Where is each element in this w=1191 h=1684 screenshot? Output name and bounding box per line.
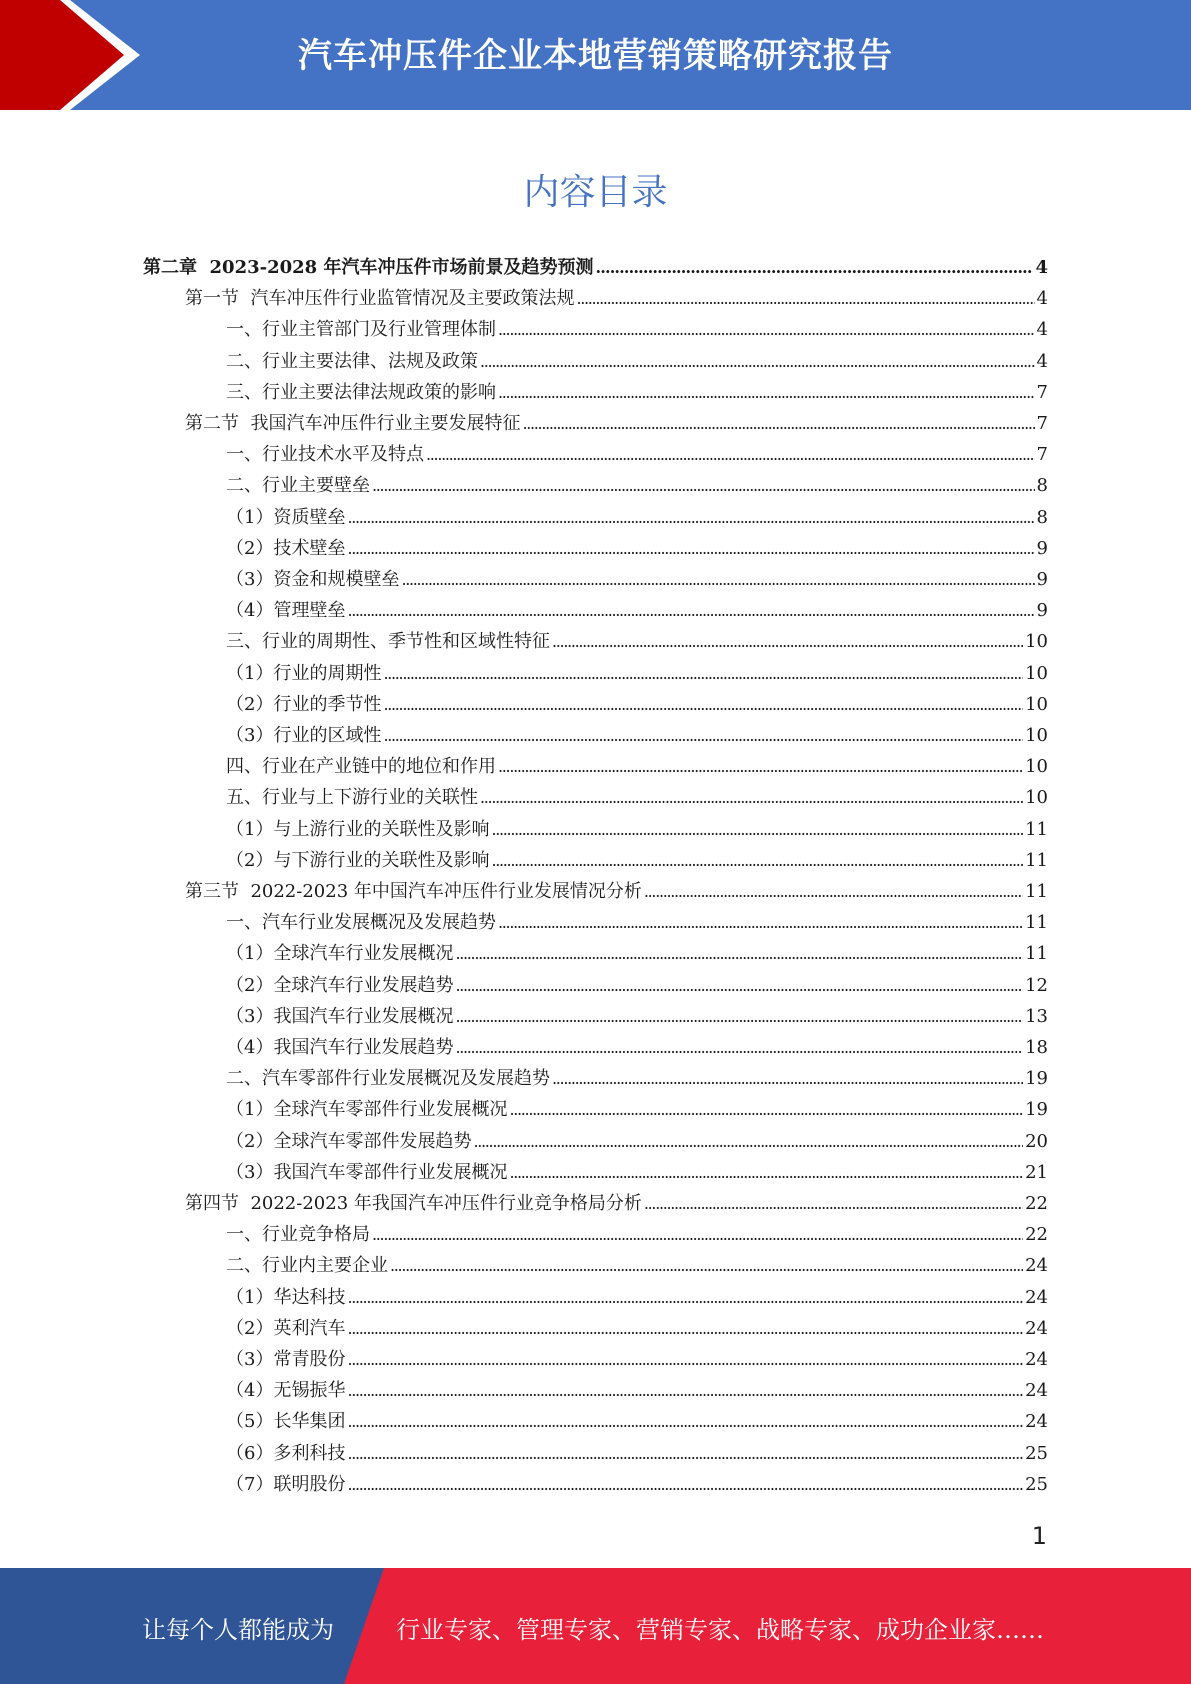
toc-entry-title: （2）与下游行业的关联性及影响 [226,849,490,871]
toc-entry[interactable] [226,1469,1048,1500]
toc-entry[interactable] [226,502,1048,533]
toc-leader-dots [347,1282,1023,1313]
toc-leader-dots [498,751,1023,782]
footer-slogan-right: 行业专家、管理专家、营销专家、战略专家、成功企业家…… [396,1616,1044,1644]
toc-leader-dots [491,814,1023,845]
toc-leader-dots [509,1157,1023,1188]
toc-entry-page: 18 [1025,1037,1048,1058]
toc-leader-dots [372,1219,1023,1250]
toc-entry-title: （1）全球汽车行业发展概况 [226,943,454,965]
toc-entry-title: （7）联明股份 [226,1473,346,1495]
toc-leader-dots [347,595,1034,626]
footer-banner [0,1568,1191,1684]
toc-entry[interactable] [226,595,1048,626]
header-banner [0,0,1191,110]
toc-entry-page: 4 [1036,319,1048,341]
toc-entry-title: 一、汽车行业发展概况及发展趋势 [226,912,496,934]
toc-entry[interactable] [226,439,1048,470]
toc-entry-page: 10 [1025,725,1048,746]
toc-entry[interactable] [226,314,1048,345]
toc-entry-title: （3）我国汽车行业发展概况 [226,1005,454,1027]
toc-entry-title: 三、行业的周期性、季节性和区域性特征 [226,631,550,653]
toc-leader-dots [347,533,1034,564]
toc-entry-title: 第二节 我国汽车冲压件行业主要发展特征 [185,413,521,434]
toc-entry-page: 4 [1036,288,1048,310]
toc-entry-title: （3）常青股份 [226,1349,346,1370]
toc-leader-dots [383,689,1023,720]
toc-entry[interactable] [226,938,1048,969]
toc-entry-page: 11 [1025,849,1048,871]
toc-leader-dots [401,564,1034,595]
toc-entry-page: 24 [1025,1411,1048,1433]
toc-entry-title: 第二章 2023-2028 年汽车冲压件市场前景及趋势预测 [143,257,594,278]
toc-entry[interactable] [226,564,1048,595]
toc-entry-title: （4）管理壁垒 [226,600,346,622]
toc-leader-dots [498,314,1035,345]
toc-entry-page: 22 [1025,1193,1048,1214]
toc-leader-dots [552,1063,1023,1094]
toc-leader-dots [347,1438,1023,1469]
toc-entry-title: 五、行业与上下游行业的关联性 [226,787,478,809]
toc-entry-page: 7 [1036,444,1048,466]
toc-entry[interactable] [226,1250,1048,1281]
toc-entry[interactable] [226,533,1048,564]
toc-entry-page: 12 [1025,974,1048,996]
toc-leader-dots [372,470,1035,501]
toc-entry[interactable] [226,1094,1048,1125]
toc-leader-dots [383,658,1023,689]
toc-leader-dots [473,1126,1023,1157]
toc-entry-page: 11 [1025,881,1048,902]
toc-leader-dots [480,346,1035,377]
toc-entry-title: （4）我国汽车行业发展趋势 [226,1037,454,1058]
toc-leader-dots [552,626,1023,657]
toc-entry-page: 13 [1025,1005,1048,1027]
toc-entry-page: 4 [1036,350,1048,372]
toc-entry-title: 二、行业主要法律、法规及政策 [226,350,478,372]
toc-entry[interactable] [226,814,1048,845]
toc-entry[interactable] [226,1219,1048,1250]
toc-entry-page: 4 [1035,257,1048,278]
toc-entry-title: 第一节 汽车冲压件行业监管情况及主要政策法规 [185,288,575,310]
toc-entry-page: 10 [1025,756,1048,778]
toc-entry[interactable] [226,845,1048,876]
toc-leader-dots [347,1344,1023,1375]
toc-leader-dots [347,1313,1023,1344]
toc-entry[interactable] [226,782,1048,813]
toc-entry[interactable] [226,1063,1048,1094]
toc-heading: 内容目录 [523,172,668,213]
toc-leader-dots [576,283,1034,314]
toc-entry-title: 第三节 2022-2023 年中国汽车冲压件行业发展情况分析 [185,881,642,902]
toc-entry-page: 20 [1025,1130,1048,1152]
toc-entry-page: 11 [1025,912,1048,934]
toc-leader-dots [498,377,1035,408]
toc-leader-dots [498,907,1023,938]
toc-leader-dots [383,720,1023,751]
toc-entry-title: 三、行业主要法律法规政策的影响 [226,381,496,403]
toc-entry-page: 10 [1025,787,1048,809]
toc-leader-dots [426,439,1035,470]
toc-entry-page: 24 [1025,1255,1048,1277]
toc-leader-dots [455,1001,1023,1032]
toc-entry-page: 8 [1036,475,1048,497]
toc-entry-page: 10 [1025,631,1048,653]
toc-entry-page: 19 [1025,1099,1048,1121]
toc-entry[interactable] [226,346,1048,377]
toc-leader-dots [522,408,1034,439]
toc-entry[interactable] [185,876,1048,907]
page-number: 1 [1031,1522,1047,1550]
toc-entry[interactable] [226,1001,1048,1032]
toc-entry-page: 10 [1025,662,1048,684]
toc-entry-title: （2）行业的季节性 [226,693,382,715]
toc-leader-dots [455,938,1023,969]
toc-entry[interactable] [226,377,1048,408]
toc-entry-title: （6）多利科技 [226,1442,346,1464]
toc-entry-title: （3）资金和规模壁垒 [226,569,400,590]
toc-entry-page: 11 [1025,818,1048,840]
toc-entry-title: （5）长华集团 [226,1411,346,1433]
toc-entry[interactable] [226,1375,1048,1406]
toc-entry[interactable] [226,1157,1048,1188]
toc-entry-title: （2）全球汽车行业发展趋势 [226,974,454,996]
toc-entry-title: （2）全球汽车零部件发展趋势 [226,1130,472,1152]
toc-entry-page: 9 [1036,600,1048,622]
toc-entry-title: （1）华达科技 [226,1286,346,1308]
toc-entry[interactable] [226,907,1048,938]
toc-entry-title: （1）行业的周期性 [226,662,382,684]
toc-entry-title: 第四节 2022-2023 年我国汽车冲压件行业竞争格局分析 [185,1193,642,1214]
toc-entry[interactable] [226,1344,1048,1375]
toc-leader-dots [595,252,1033,283]
toc-entry-title: （2）技术壁垒 [226,537,346,559]
toc-entry[interactable] [226,626,1048,657]
toc-leader-dots [480,782,1023,813]
toc-entry[interactable] [185,1188,1048,1219]
toc-entry-page: 10 [1025,693,1048,715]
toc-entry-title: （3）行业的区域性 [226,725,382,746]
toc-entry-title: （4）无锡振华 [226,1380,346,1402]
toc-entry-title: 二、行业内主要企业 [226,1255,388,1277]
toc-entry-page: 8 [1036,506,1048,528]
toc-entry-title: 四、行业在产业链中的地位和作用 [226,756,496,778]
toc-entry[interactable] [226,720,1048,751]
toc-leader-dots [455,1032,1023,1063]
toc-entry[interactable] [226,1282,1048,1313]
toc-entry[interactable] [185,283,1048,314]
toc-entry-title: 一、行业竞争格局 [226,1224,370,1246]
toc-entry[interactable] [226,1313,1048,1344]
toc-entry[interactable] [185,408,1048,439]
toc-leader-dots [455,970,1023,1001]
toc-entry-title: 二、行业主要壁垒 [226,475,370,497]
toc-entry[interactable] [226,751,1048,782]
toc-entry-page: 9 [1036,569,1048,590]
toc-leader-dots [644,1188,1023,1219]
toc-entry[interactable] [226,1438,1048,1469]
toc-entry-title: （2）英利汽车 [226,1317,346,1339]
toc-entry-page: 24 [1025,1317,1048,1339]
toc-leader-dots [347,1469,1023,1500]
toc-entry[interactable] [143,252,1048,283]
toc-entry-page: 25 [1025,1473,1048,1495]
toc-leader-dots [347,1375,1023,1406]
toc-leader-dots [491,845,1023,876]
footer-slogan-left: 让每个人都能成为 [142,1616,334,1644]
toc-entry-title: 一、行业主管部门及行业管理体制 [226,319,496,341]
toc-entry-page: 24 [1025,1380,1048,1402]
toc-entry-title: （1）资质壁垒 [226,506,346,528]
toc-leader-dots [390,1250,1023,1281]
toc-entry-title: （1）全球汽车零部件行业发展概况 [226,1099,508,1121]
toc-entry-title: （1）与上游行业的关联性及影响 [226,818,490,840]
toc-entry[interactable] [226,1032,1048,1063]
toc-entry-page: 24 [1025,1349,1048,1370]
toc-leader-dots [644,876,1023,907]
toc-entry[interactable] [226,658,1048,689]
toc-entry-page: 11 [1025,943,1048,965]
toc-entry-page: 19 [1025,1068,1048,1090]
toc-entry-page: 7 [1036,413,1048,434]
toc-entry-page: 25 [1025,1442,1048,1464]
toc-entry-title: 一、行业技术水平及特点 [226,444,424,466]
toc-entry[interactable] [226,1406,1048,1437]
toc-entry[interactable] [226,689,1048,720]
toc-entry-page: 21 [1025,1161,1048,1183]
toc-entry-page: 22 [1025,1224,1048,1246]
toc-entry-title: （3）我国汽车零部件行业发展概况 [226,1161,508,1183]
toc-entry-title: 二、汽车零部件行业发展概况及发展趋势 [226,1068,550,1090]
toc-entry-page: 7 [1036,381,1048,403]
toc-leader-dots [347,502,1034,533]
toc-leader-dots [347,1406,1023,1437]
toc-entry-page: 24 [1025,1286,1048,1308]
toc-leader-dots [509,1094,1023,1125]
toc-entry[interactable] [226,470,1048,501]
report-title: 汽车冲压件企业本地营销策略研究报告 [298,36,893,76]
toc-entry-page: 9 [1036,537,1048,559]
toc-entry[interactable] [226,1126,1048,1157]
toc-entry[interactable] [226,970,1048,1001]
